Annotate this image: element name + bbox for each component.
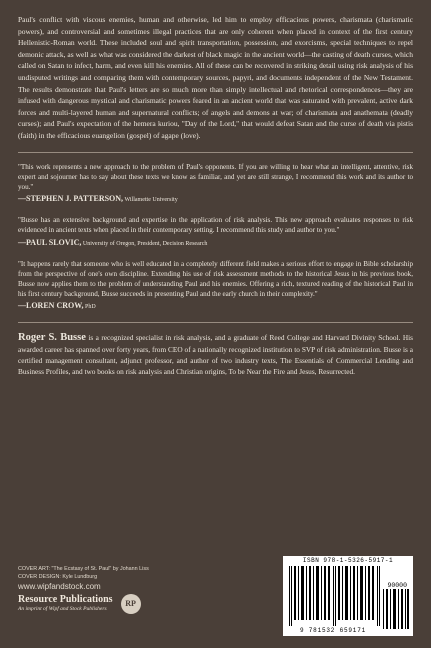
endorsement-attribution	[18, 238, 413, 249]
publisher-name: Resource Publications	[18, 594, 113, 605]
barcode-bars-icon	[289, 566, 385, 626]
cover-design-credit: COVER DESIGN: Kyle Lundburg	[18, 574, 98, 580]
author-bio	[18, 332, 413, 377]
endorser-affiliation: University of Oregon, President, Decision Research	[81, 240, 208, 247]
endorser-affiliation: Willamette University	[123, 197, 178, 204]
endorsement-quote: "This work represents a new approach to the problem of Paul's opponents. If you are willing to hear what an intelligent, attentive, risk expert and sojourner has to say about these texts we know as familiar, and yet are still strange, I recommend this work and its author to you."	[18, 162, 413, 191]
endorsement-quote: "Busse has an extensive background and expertise in the application of risk analysis. This new approach evaluates responses to risk evidenced in ancient texts when placed in their contemporary setting. I recommend this study and author to you."	[18, 216, 413, 235]
author-name: Roger S. Busse	[18, 332, 86, 344]
price-code: 90000	[387, 582, 407, 589]
isbn-number: ISBN 978-1-5326-5917-1	[302, 557, 394, 564]
endorser-name: —LOREN CROW,	[18, 301, 84, 311]
back-cover-text	[18, 14, 413, 377]
endorser-name: —STEPHEN J. PATTERSON,	[18, 194, 124, 204]
endorsement-attribution	[18, 194, 413, 205]
publisher-website: www.wipfandstock.com	[18, 582, 101, 591]
publisher-imprint: An imprint of Wipf and Stock Publishers	[18, 606, 107, 612]
endorser-name: —PAUL SLOVIC,	[18, 237, 82, 247]
publisher-logo-icon: RP	[121, 594, 141, 614]
publisher-block	[18, 594, 149, 614]
endorser-affiliation: PhD	[83, 304, 96, 311]
endorsement-quote: "It happens rarely that someone who is well educated in a completely different field makes a serious effort to engage in Bible scholarship from the perspective of one's own discipline. Extending his use of risk assessment methods to the historical Jesus in his previous book, Busse now applies them to the problem of understanding Paul and his enemies. Offering a rich, textured reading of the historical Paul in his first century background, Busse succeeds in presenting Paul and the early church in their complexity."	[18, 259, 413, 299]
price-barcode-icon	[383, 589, 409, 629]
cover-art-credit: COVER ART: "The Ecstasy of St. Paul" by Johann Liss	[18, 566, 149, 572]
ean-number: 9 781532 659171	[299, 627, 366, 634]
divider	[18, 152, 413, 153]
author-bio-text: is a recognized specialist in risk analysis, and a graduate of Reed College and Harvard Divinity School. His awarded career has spanned over forty years, from CEO of a nationally recognized institution to SVP of risk administration. Busse is a certified management consultant, adjunct professor, and author of two industry texts, The Essentials of Commercial Lending and Business Profiles, and two books on risk analysis and Christian origins, To be Near the Fire and Jesus, Resurrected.	[18, 333, 413, 376]
barcode	[283, 556, 413, 636]
endorsement-attribution	[18, 301, 413, 312]
book-description: Paul's conflict with viscous enemies, human and otherwise, led him to employ efficacious powers, charismata (charismatic powers), and controversial and sometimes illegal practices that are only coherent when placed in context of the first century Hellenistic-Roman world. These included soul and spirit transportation, possession, and exorcisms, special techniques to repel demonic attack, as well as what was considered the darkest of black magic in the ancient world—the casting of death curses, which called on Satan to infect, harm, and even kill his enemies. All of these can be recovered in striking detail using risk analysis of his undisputed writings and comparing them with contemporary sources, papyri, and documents independent of the New Testament. The results demonstrate that Paul's letters are so much more than simply intellectual and rhetorical correspondences—they are infused with dangerous mystical and charismatic powers feared in an ancient world that was saturated with prevalent, active dark forces and multi-layered human and supernatural conflicts; of angels and demons at war; of charismata and anathemata (deadly curses); and Paul's expectation of the hemera kuriou, "Day of the Lord," that would defeat Satan and the curse of death via pistis (faith) in the efficacious euangelion (gospel) of agape (love).	[18, 15, 413, 140]
divider	[18, 322, 413, 323]
cover-credits	[18, 565, 149, 614]
